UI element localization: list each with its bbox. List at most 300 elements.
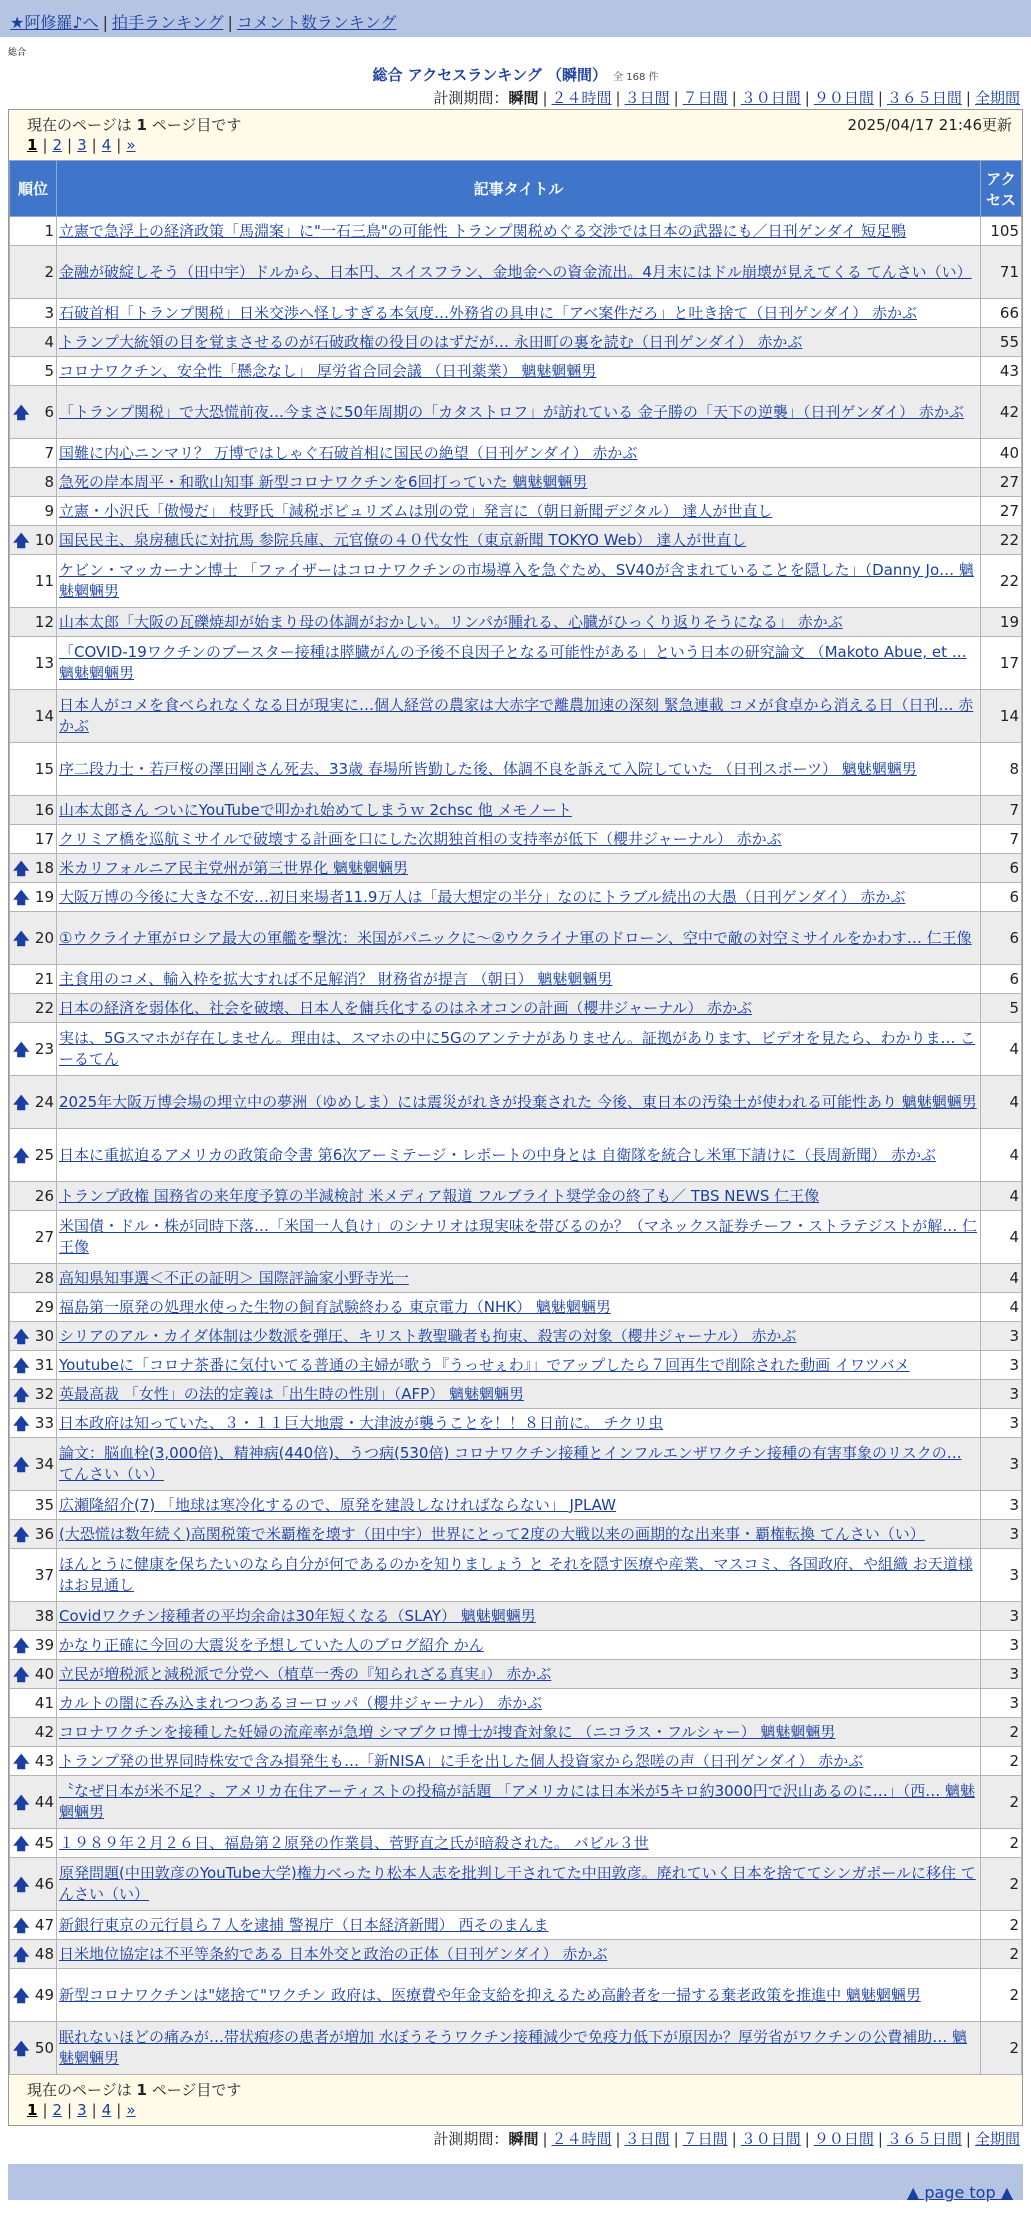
article-title-link[interactable]: ケビン・マッカーナン博士 「ファイザーはコロナワクチンの市場導入を急ぐため、SV40が含まれていることを隠した」（Danny Jo… 魑魅魍魎男 (59, 561, 974, 600)
title-cell (57, 1858, 981, 1911)
article-title-link[interactable]: トランプ大統領の目を覚まさせるのが石破政権の役目のはずだが… 永田町の裏を読む（日刊ゲンダイ） 赤かぶ (59, 332, 803, 351)
table-row (10, 2022, 1022, 2075)
rank-cell (10, 690, 57, 743)
rank-number: 44 (34, 1792, 54, 1811)
period-link[interactable]: ７日間 (682, 89, 728, 107)
next-page-link[interactable]: » (126, 2101, 136, 2119)
table-row (10, 526, 1022, 555)
title-cell (57, 1129, 981, 1182)
access-count: 43 (981, 357, 1022, 386)
page-title-row (0, 63, 1031, 87)
table-row (10, 1409, 1022, 1438)
access-count: 3 (981, 1549, 1022, 1602)
title-cell (57, 1911, 981, 1940)
rank-up-arrow-icon: 🡅 (13, 1635, 30, 1655)
access-count: 6 (981, 883, 1022, 912)
article-title-link[interactable]: ①ウクライナ軍がロシア最大の軍艦を撃沈：米国がパニックに～②ウクライナ軍のドローン、空中で敵の対空ミサイルをかわす… 仁王像 (59, 928, 972, 947)
article-title-link[interactable]: 急死の岸本周平・和歌山知事 新型コロナワクチンを6回打っていた 魑魅魍魎男 (59, 472, 588, 491)
table-row (10, 1322, 1022, 1351)
table-row (10, 468, 1022, 497)
article-title-link[interactable]: 日米地位協定は不平等条約である 日本外交と政治の正体（日刊ゲンダイ） 赤かぶ (59, 1944, 608, 1963)
applause-ranking-link[interactable]: 拍手ランキング (111, 13, 224, 32)
article-title-link[interactable]: 日本に重拡迫るアメリカの政策命令書 第6次アーミテージ・レポートの中身とは 自衛隊を統合し米軍下請けに（長周新聞） 赤かぶ (59, 1145, 937, 1164)
period-separator: | (615, 89, 621, 107)
rank-number: 12 (34, 612, 54, 631)
page-separator: | (42, 136, 48, 154)
access-count: 3 (981, 1520, 1022, 1549)
rank-up-arrow-icon: 🡅 (13, 2038, 30, 2058)
article-title-link[interactable]: (大恐慌は数年続く)高関税策で米覇権を壊す（田中宇）世界にとって2度の大戦以来の画期的な出来事・覇権転換 てんさい（い） (59, 1524, 925, 1543)
table-row (10, 1351, 1022, 1380)
page-link-3[interactable]: 3 (77, 136, 87, 154)
rank-cell (10, 1829, 57, 1858)
rank-number: 6 (44, 402, 54, 421)
rank-cell (10, 1747, 57, 1776)
table-row (10, 1380, 1022, 1409)
rank-cell (10, 1660, 57, 1689)
rank-number: 43 (34, 1751, 54, 1770)
rank-cell (10, 1264, 57, 1293)
rank-cell (10, 328, 57, 357)
rank-number: 4 (44, 332, 54, 351)
title-cell (57, 912, 981, 965)
period-separator: | (965, 2130, 971, 2148)
rank-cell (10, 743, 57, 796)
article-title-link[interactable]: 「COVID-19ワクチンのブースター接種は膵臓がんの予後不良因子となる可能性がある」という日本の研究論文 （Makoto Abue, et … 魑魅魍魎男 (59, 643, 967, 682)
article-title-link[interactable]: シリアのアル・カイダ体制は少数派を弾圧、キリスト教聖職者も拘束、殺害の対象（櫻井ジャーナル） 赤かぶ (59, 1326, 797, 1345)
table-row (10, 1491, 1022, 1520)
article-title-link[interactable]: 日本政府は知っていた、３・１１巨大地震・大津波が襲うことを！！８日前に。 チクリ虫 (59, 1413, 664, 1432)
ranking-rows (10, 217, 1022, 2075)
rank-cell (10, 1211, 57, 1264)
article-title-link[interactable]: 英最高裁 「女性」の法的定義は「出生時の性別」（AFP） 魑魅魍魎男 (59, 1384, 524, 1403)
rank-number: 27 (34, 1227, 54, 1246)
title-cell (57, 1182, 981, 1211)
article-title-link[interactable]: 国難に内心ニンマリ？ 万博ではしゃぐ石破首相に国民の絶望（日刊ゲンダイ） 赤かぶ (59, 443, 638, 462)
rank-cell (10, 1491, 57, 1520)
table-row (10, 1747, 1022, 1776)
table-row (10, 217, 1022, 246)
ranking-table (9, 160, 1022, 2075)
period-link[interactable]: ２４時間 (551, 89, 612, 107)
page-link-4[interactable]: 4 (101, 2101, 112, 2119)
article-title-link[interactable]: カルトの闇に呑み込まれつつあるヨーロッパ（櫻井ジャーナル） 赤かぶ (59, 1693, 543, 1712)
period-link[interactable]: ３日間 (624, 89, 670, 107)
page-link-2[interactable]: 2 (52, 136, 63, 154)
article-title-link[interactable]: 大阪万博の今後に大きな不安…初日来場者11.9万人は「最大想定の半分」なのにトラブル続出の大愚（日刊ゲンダイ） 赤かぶ (59, 887, 906, 906)
rank-number: 22 (34, 998, 54, 1017)
title-cell (57, 743, 981, 796)
article-title-link[interactable]: 新型コロナワクチンは"姥捨て"ワクチン 政府は、医療費や年金支給を抑えるため高齢者を一掃する棄老政策を推進中 魑魅魍魎男 (59, 1985, 921, 2004)
table-row (10, 1549, 1022, 1602)
table-row (10, 1129, 1022, 1182)
table-row (10, 825, 1022, 854)
top-nav-bar (0, 0, 1031, 37)
title-cell (57, 1776, 981, 1829)
title-cell (57, 1322, 981, 1351)
rank-number: 38 (34, 1606, 54, 1625)
access-count: 4 (981, 1023, 1022, 1076)
rank-number: 13 (34, 653, 54, 672)
rank-number: 48 (34, 1944, 54, 1963)
title-cell (57, 1969, 981, 2022)
title-cell (57, 1747, 981, 1776)
rank-cell (10, 1322, 57, 1351)
col-count-header: アクセス (981, 161, 1022, 217)
table-row (10, 1969, 1022, 2022)
period-separator: | (804, 89, 810, 107)
period-link[interactable]: ９０日間 (813, 89, 874, 107)
page-status-number: 1 (136, 116, 147, 134)
comment-ranking-link[interactable]: コメント数ランキング (236, 13, 397, 32)
rank-number: 31 (34, 1355, 54, 1374)
rank-number: 37 (34, 1565, 54, 1584)
access-count: 3 (981, 1380, 1022, 1409)
period-separator: | (877, 2130, 883, 2148)
title-cell (57, 1549, 981, 1602)
article-title-link[interactable]: 山本太郎さん ついにYouTubeで叩かれ始めてしまうｗ 2chsc 他 メモノート (59, 800, 572, 819)
title-cell (57, 246, 981, 299)
period-separator: | (673, 2130, 679, 2148)
page-link-4[interactable]: 4 (101, 136, 112, 154)
rank-number: 29 (34, 1297, 54, 1316)
period-separator: | (542, 2130, 548, 2148)
rank-cell (10, 965, 57, 994)
article-title-link[interactable]: 米国債・ドル・株が同時下落…「米国一人負け」のシナリオは現実味を帯びるのか？（マネックス証券チーフ・ストラテジストが解… 仁王像 (59, 1217, 977, 1256)
access-count: 2 (981, 1940, 1022, 1969)
article-title-link[interactable]: 原発問題(中田敦彦のYouTube大学)権力べったり松本人志を批判し干されてた中田敦彦。廃れていく日本を捨ててシンガポールに移住 てんさい（い） (59, 1864, 976, 1903)
period-link[interactable]: ３６５日間 (886, 2130, 962, 2148)
rank-cell (10, 1351, 57, 1380)
period-link[interactable]: ３０日間 (740, 89, 801, 107)
col-title-header: 記事タイトル (57, 161, 981, 217)
rank-number: 7 (44, 443, 54, 462)
period-link[interactable]: 全期間 (974, 2130, 1020, 2148)
rank-cell (10, 912, 57, 965)
rank-up-arrow-icon: 🡅 (13, 887, 30, 907)
rank-cell (10, 1023, 57, 1076)
title-cell (57, 1293, 981, 1322)
page-links (27, 2101, 1012, 2123)
rank-cell (10, 1911, 57, 1940)
period-current: 瞬間 (508, 89, 539, 107)
article-title-link[interactable]: 日本人がコメを食べられなくなる日が現実に…個人経営の農家は大赤字で離農加速の深刻 緊急連載 コメが食卓から消える日（日刊… 赤かぶ (59, 696, 974, 735)
rank-number: 14 (34, 706, 54, 725)
article-title-link[interactable]: 眠れないほどの痛みが…帯状疱疹の患者が増加 水ぼうそうワクチン接種減少で免疫力低下が原因か？厚労省がワクチンの公費補助… 魑魅魍魎男 (59, 2028, 968, 2067)
article-title-link[interactable]: 立民が増税派と減税派で分党へ（植草一秀の『知られざる真実』） 赤かぶ (59, 1664, 552, 1683)
rank-cell (10, 299, 57, 328)
rank-cell (10, 1380, 57, 1409)
table-row (10, 608, 1022, 637)
rank-up-arrow-icon: 🡅 (13, 1384, 30, 1404)
article-title-link[interactable]: ほんとうに健康を保ちたいのなら自分が何であるのかを知りましょう と それを隠す医療や産業、マスコミ、各国政府、や組織 お天道様はお見通し (59, 1555, 973, 1594)
title-cell (57, 497, 981, 526)
article-title-link[interactable]: 福島第一原発の処理水使った生物の飼育試験終わる 東京電力（NHK） 魑魅魍魎男 (59, 1297, 611, 1316)
period-link[interactable]: ３６５日間 (886, 89, 962, 107)
table-row (10, 246, 1022, 299)
article-title-link[interactable]: 広瀬隆紹介(7) 「地球は寒冷化するので、原発を建設しなければならない」 JPLAW (59, 1495, 616, 1514)
access-count: 105 (981, 217, 1022, 246)
page-status-prefix: 現在のページは (27, 2081, 132, 2099)
rank-cell (10, 1602, 57, 1631)
rank-number: 5 (44, 361, 54, 380)
access-count: 4 (981, 1211, 1022, 1264)
rank-number: 11 (34, 571, 54, 590)
access-count: 3 (981, 1602, 1022, 1631)
table-row (10, 1264, 1022, 1293)
rank-number: 41 (34, 1693, 54, 1712)
table-row (10, 965, 1022, 994)
rank-number: 9 (44, 501, 54, 520)
title-cell (57, 1602, 981, 1631)
article-title-link[interactable]: 論文：脳血栓(3,000倍)、精神病(440倍)、うつ病(530倍) コロナワクチン接種とインフルエンザワクチン接種の有害事象のリスクの… てんさい（い） (59, 1444, 962, 1483)
updated-timestamp: 2025/04/17 21:46更新 (847, 116, 1012, 134)
rank-cell (10, 1631, 57, 1660)
access-count: 22 (981, 526, 1022, 555)
period-link[interactable]: ３日間 (624, 2130, 670, 2148)
title-cell (57, 965, 981, 994)
title-cell (57, 883, 981, 912)
rank-up-arrow-icon: 🡅 (13, 1915, 30, 1935)
access-count: 3 (981, 1409, 1022, 1438)
title-cell (57, 1660, 981, 1689)
access-count: 2 (981, 1911, 1022, 1940)
article-title-link[interactable]: 実は、5Gスマホが存在しません。理由は、スマホの中に5Gのアンテナがありません。証拠があります、ビデオを見たら、わかりま… こーるてん (59, 1029, 976, 1068)
title-cell (57, 1380, 981, 1409)
rank-number: 17 (34, 829, 54, 848)
period-link[interactable]: 全期間 (974, 89, 1020, 107)
article-title-link[interactable]: コロナワクチンを接種した妊婦の流産率が急増 シマブクロ博士が捜査対象に （ニコラス・フルシャー） 魑魅魍魎男 (59, 1722, 836, 1741)
article-title-link[interactable]: 主食用のコメ、輸入枠を拡大すれば不足解消？ 財務省が提言 （朝日） 魑魅魍魎男 (59, 969, 613, 988)
rank-up-arrow-icon: 🡅 (13, 928, 30, 948)
article-title-link[interactable]: Youtubeに「コロナ茶番に気付いてる普通の主婦が歌う『うっせぇわ』」でアップしたら７回再生で削除された動画 イワツバメ (59, 1355, 910, 1374)
title-cell (57, 608, 981, 637)
article-title-link[interactable]: 山本太郎「大阪の瓦礫焼却が始まり母の体調がおかしい。リンパが腫れる、心臓がひっくり返りそうになる」 赤かぶ (59, 612, 843, 631)
article-title-link[interactable]: 立憲で急浮上の経済政策「馬淵案」に"一石三鳥"の可能性 トランプ関税めぐる交渉では日本の武器にも／日刊ゲンダイ 短足鴨 (59, 221, 907, 240)
period-separator: | (877, 89, 883, 107)
article-title-link[interactable]: 〝なぜ日本が米不足？〟アメリカ在住アーティストの投稿が話題 「アメリカには日本米が5キロ約3000円で沢山あるのに…」（西… 魑魅魍魎男 (59, 1782, 976, 1821)
page-link-2[interactable]: 2 (52, 2101, 63, 2119)
access-count: 2 (981, 2022, 1022, 2075)
access-count: 3 (981, 1322, 1022, 1351)
page-links (27, 136, 1012, 158)
rank-number: 3 (44, 303, 54, 322)
title-cell (57, 1940, 981, 1969)
page-status-prefix: 現在のページは (27, 116, 132, 134)
title-cell (57, 854, 981, 883)
table-row (10, 743, 1022, 796)
rank-cell (10, 1409, 57, 1438)
col-rank-header: 順位 (10, 161, 57, 217)
access-count: 27 (981, 497, 1022, 526)
rank-number: 32 (34, 1384, 54, 1403)
page-top-link[interactable]: ▲ page top ▲ (906, 2183, 1013, 2202)
article-title-link[interactable]: 米カリフォルニア民主党州が第三世界化 魑魅魍魎男 (59, 858, 409, 877)
page-separator: | (67, 2101, 73, 2119)
rank-cell (10, 1549, 57, 1602)
access-count: 4 (981, 1264, 1022, 1293)
table-row (10, 1076, 1022, 1129)
access-count: 8 (981, 743, 1022, 796)
table-row (10, 1660, 1022, 1689)
period-separator: | (731, 89, 737, 107)
title-cell (57, 1264, 981, 1293)
page-separator: | (67, 136, 73, 154)
title-cell (57, 1520, 981, 1549)
rank-number: 49 (34, 1985, 54, 2004)
access-count: 4 (981, 1182, 1022, 1211)
rank-number: 46 (34, 1874, 54, 1893)
rank-number: 35 (34, 1495, 54, 1514)
rank-number: 23 (34, 1039, 54, 1058)
title-cell (57, 468, 981, 497)
rank-cell (10, 1129, 57, 1182)
article-title-link[interactable]: 序二段力士・若戸桜の澤田剛さん死去、33歳 春場所皆勤した後、体調不良を訴えて入院していた （日刊スポーツ） 魑魅魍魎男 (59, 759, 917, 778)
period-separator: | (673, 89, 679, 107)
period-link[interactable]: ２４時間 (551, 2130, 612, 2148)
article-title-link[interactable]: トランプ政権 国務省の来年度予算の半減検討 米メディア報道 フルブライト奨学金の終了も／ TBS NEWS 仁王像 (59, 1186, 820, 1205)
rank-number: 42 (34, 1722, 54, 1741)
nav-separator: | (102, 13, 108, 32)
nav-separator: | (227, 13, 233, 32)
rank-cell (10, 555, 57, 608)
rank-cell (10, 526, 57, 555)
rank-up-arrow-icon: 🡅 (13, 1039, 30, 1059)
table-row (10, 1211, 1022, 1264)
article-title-link[interactable]: 高知県知事選＜不正の証明＞ 国際評論家小野寺光一 (59, 1268, 409, 1287)
article-title-link[interactable]: Covidワクチン接種者の平均余命は30年短くなる（SLAY） 魑魅魍魎男 (59, 1606, 536, 1625)
rank-up-arrow-icon: 🡅 (13, 1355, 30, 1375)
access-count: 3 (981, 1438, 1022, 1491)
table-row (10, 1776, 1022, 1829)
table-row (10, 1023, 1022, 1076)
period-separator: | (731, 2130, 737, 2148)
rank-cell (10, 608, 57, 637)
period-selector-bottom (0, 2128, 1031, 2150)
period-link[interactable]: ７日間 (682, 2130, 728, 2148)
table-row (10, 1438, 1022, 1491)
rank-number: 26 (34, 1186, 54, 1205)
breadcrumb: 総合 (8, 48, 27, 58)
page-current: 1 (27, 136, 38, 154)
article-title-link[interactable]: 立憲・小沢氏「傲慢だ」 枝野氏「減税ポピュリズムは別の党」発言に（朝日新聞デジタル） 達人が世直し (59, 501, 773, 520)
page-link-3[interactable]: 3 (77, 2101, 87, 2119)
table-row (10, 796, 1022, 825)
title-cell (57, 1023, 981, 1076)
article-title-link[interactable]: コロナワクチン、安全性「懸念なし」 厚労省合同会議 （日刊薬業） 魑魅魍魎男 (59, 361, 597, 380)
article-title-link[interactable]: １９８９年２月２６日、福島第２原発の作業員、菅野直之氏が暗殺された。 バビル３世 (59, 1833, 649, 1852)
article-title-link[interactable]: 石破首相「トランプ関税」日米交渉へ怪しすぎる本気度…外務省の具申に「アベ案件だろ」と吐き捨て（日刊ゲンダイ） 赤かぶ (59, 303, 917, 322)
access-count: 7 (981, 796, 1022, 825)
article-title-link[interactable]: かなり正確に今回の大震災を予想していた人のブログ紹介 かん (59, 1635, 484, 1654)
article-title-link[interactable]: 金融が破綻しそう（田中宇）ドルから、日本円、スイスフラン、金地金への資金流出。4月末にはドル崩壊が見えてくる てんさい（い） (59, 262, 972, 281)
access-count: 5 (981, 994, 1022, 1023)
title-cell (57, 328, 981, 357)
rank-cell (10, 1718, 57, 1747)
article-title-link[interactable]: トランプ発の世界同時株安で含み損発生も…「新NISA」に手を出した個人投資家から怨嗟の声（日刊ゲンダイ） 赤かぶ (59, 1751, 864, 1770)
table-row (10, 1858, 1022, 1911)
rank-number: 47 (34, 1915, 54, 1934)
table-row (10, 912, 1022, 965)
home-link[interactable]: ★阿修羅♪へ (10, 13, 99, 32)
rank-number: 15 (34, 759, 54, 778)
rank-cell (10, 1940, 57, 1969)
period-separator: | (965, 89, 971, 107)
table-row (10, 1520, 1022, 1549)
rank-number: 36 (34, 1524, 54, 1543)
rank-cell (10, 439, 57, 468)
ranking-panel (8, 109, 1023, 2126)
rank-cell (10, 854, 57, 883)
next-page-link[interactable]: » (126, 136, 136, 154)
rank-number: 30 (34, 1326, 54, 1345)
table-row (10, 854, 1022, 883)
access-count: 3 (981, 1660, 1022, 1689)
rank-cell (10, 1969, 57, 2022)
article-title-link[interactable]: 日本の経済を弱体化、社会を破壊、日本人を傭兵化するのはネオコンの計画（櫻井ジャーナル） 赤かぶ (59, 998, 753, 1017)
rank-cell (10, 1520, 57, 1549)
rank-number: 8 (44, 472, 54, 491)
article-title-link[interactable]: クリミア橋を巡航ミサイルで破壊する計画を口にした次期独首相の支持率が低下（櫻井ジャーナル） 赤かぶ (59, 829, 782, 848)
rank-up-arrow-icon: 🡅 (13, 1792, 30, 1812)
title-cell (57, 1829, 981, 1858)
table-row (10, 1911, 1022, 1940)
article-title-link[interactable]: 国民民主、泉房穂氏に対抗馬 参院兵庫、元官僚の４０代女性（東京新聞 TOKYO Web） 達人が世直し (59, 530, 747, 549)
page-separator: | (116, 136, 122, 154)
period-link[interactable]: ９０日間 (813, 2130, 874, 2148)
title-cell (57, 1718, 981, 1747)
title-cell (57, 1689, 981, 1718)
access-count: 2 (981, 1858, 1022, 1911)
table-row (10, 328, 1022, 357)
title-cell (57, 1351, 981, 1380)
access-count: 2 (981, 1776, 1022, 1829)
rank-number: 10 (34, 530, 54, 549)
rank-cell (10, 497, 57, 526)
table-row (10, 497, 1022, 526)
title-cell (57, 2022, 981, 2075)
page-status-number: 1 (136, 2081, 147, 2099)
rank-cell (10, 1858, 57, 1911)
rank-up-arrow-icon: 🡅 (13, 1751, 30, 1771)
access-count: 14 (981, 690, 1022, 743)
period-separator: | (615, 2130, 621, 2148)
title-cell (57, 1409, 981, 1438)
access-count: 6 (981, 912, 1022, 965)
rank-up-arrow-icon: 🡅 (13, 1833, 30, 1853)
period-label: 計測期間： (433, 2130, 509, 2148)
access-count: 4 (981, 1293, 1022, 1322)
rank-up-arrow-icon: 🡅 (13, 1454, 30, 1474)
rank-cell (10, 357, 57, 386)
period-link[interactable]: ３０日間 (740, 2130, 801, 2148)
article-title-link[interactable]: 新銀行東京の元行員ら７人を逮捕 警視庁（日本経済新聞） 西そのまんま (59, 1915, 549, 1934)
rank-up-arrow-icon: 🡅 (13, 1944, 30, 1964)
page-status (27, 114, 241, 136)
article-title-link[interactable]: 2025年大阪万博会場の埋立中の夢洲（ゆめしま）には震災がれきが投棄された 今後、東日本の汚染土が使われる可能性あり 魑魅魍魎男 (59, 1092, 977, 1111)
article-title-link[interactable]: 「トランプ関税」で大恐慌前夜…今まさに50年周期の「カタストロフ」が訪れている 金子勝の「天下の逆襲」（日刊ゲンダイ） 赤かぶ (59, 402, 964, 421)
rank-number: 50 (34, 2038, 54, 2057)
page-status-suffix: ページ目です (151, 116, 242, 134)
access-count: 71 (981, 246, 1022, 299)
pager-top (9, 110, 1022, 160)
rank-up-arrow-icon: 🡅 (13, 530, 30, 550)
table-row (10, 1182, 1022, 1211)
table-row (10, 690, 1022, 743)
title-cell (57, 1491, 981, 1520)
table-row (10, 637, 1022, 690)
rank-cell (10, 1776, 57, 1829)
